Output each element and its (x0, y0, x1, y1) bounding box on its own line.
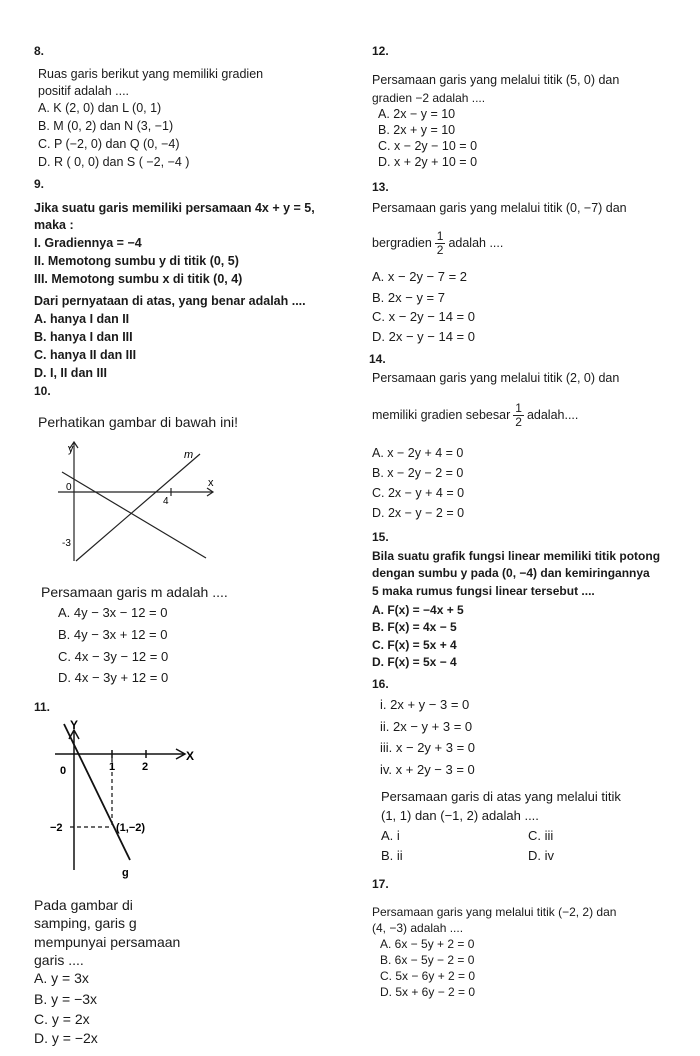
question-11-option-a[interactable]: A. y = 3x (34, 970, 89, 986)
question-13-option-d[interactable]: D. 2x − y − 14 = 0 (372, 329, 475, 344)
question-10-option-a[interactable]: A. 4y − 3x − 12 = 0 (58, 605, 168, 620)
question-15-option-b[interactable]: B. F(x) = 4x − 5 (372, 620, 457, 634)
question-11-option-b[interactable]: B. y = −3x (34, 991, 98, 1007)
question-13-number: 13. (372, 180, 389, 194)
question-10-question: Persamaan garis m adalah .... (41, 584, 228, 600)
question-17-stem-line1: Persamaan garis yang melalui titik (−2, 2) dan (372, 905, 617, 919)
question-13-stem-line2 (372, 230, 503, 257)
x-axis-label: x (208, 477, 214, 489)
question-11-option-c[interactable]: C. y = 2x (34, 1011, 90, 1027)
question-13-stem-pre: bergradien (372, 235, 432, 250)
question-12-stem-line2: gradien −2 adalah .... (372, 91, 486, 105)
question-17-stem-line2: (4, −3) adalah .... (372, 921, 464, 935)
question-14-option-d[interactable]: D. 2x − y − 2 = 0 (372, 506, 465, 520)
question-15-stem-line1: Bila suatu grafik fungsi linear memiliki titik potong (372, 549, 661, 563)
question-13-option-c[interactable]: C. x − 2y − 14 = 0 (372, 309, 475, 324)
question-10-number: 10. (34, 384, 51, 398)
question-11-stem-line3: mempunyai persamaan (34, 934, 181, 950)
question-11-number: 11. (34, 700, 51, 714)
question-9-statement-1: I. Gradiennya = −4 (34, 236, 142, 250)
question-16-option-b[interactable]: B. ii (381, 848, 403, 863)
question-9-option-c[interactable]: C. hanya II dan III (34, 348, 137, 362)
question-14-stem-pre: memiliki gradien sebesar (372, 407, 511, 422)
question-11-option-d[interactable]: D. y = −2x (34, 1030, 98, 1046)
line-upper (62, 472, 206, 558)
question-8-number: 8. (34, 44, 45, 58)
fraction-numerator: 1 (436, 229, 444, 243)
question-9-option-d[interactable]: D. I, II dan III (34, 366, 107, 380)
question-14-number: 14. (369, 352, 386, 366)
question-8-option-c[interactable]: C. P (−2, 0) dan Q (0, −4) (38, 137, 180, 151)
question-10-stem: Perhatikan gambar di bawah ini! (38, 414, 239, 430)
question-9-stem-line1: Jika suatu garis memiliki persamaan 4x + y = 5, (34, 201, 315, 215)
question-16-number: 16. (372, 677, 389, 691)
question-9-option-b[interactable]: B. hanya I dan III (34, 330, 133, 344)
question-10-option-c[interactable]: C. 4x − 3y − 12 = 0 (58, 649, 169, 664)
question-13-stem-post: adalah .... (448, 235, 504, 250)
question-8-stem-line2: positif adalah .... (38, 84, 130, 98)
fraction-denominator: 2 (436, 243, 444, 257)
question-10-graph (48, 436, 228, 576)
question-15-stem-line3: 5 maka rumus fungsi linear tersebut .... (372, 584, 595, 598)
question-17-option-c[interactable]: C. 5x − 6y + 2 = 0 (380, 969, 476, 983)
question-9-number: 9. (34, 177, 45, 191)
question-9-statement-3: III. Memotong sumbu x di titik (0, 4) (34, 272, 243, 286)
question-16-stem-line1: Persamaan garis di atas yang melalui titik (381, 789, 621, 804)
question-8-option-a[interactable]: A. K (2, 0) dan L (0, 1) (38, 101, 162, 115)
y-axis-label: Y (70, 720, 79, 732)
question-16-stem-line2: (1, 1) dan (−1, 2) adalah .... (381, 808, 539, 823)
question-8-option-b[interactable]: B. M (0, 2) dan N (3, −1) (38, 119, 174, 133)
question-14-stem-post: adalah.... (526, 407, 579, 422)
question-10-option-b[interactable]: B. 4y − 3x + 12 = 0 (58, 627, 168, 642)
question-17-number: 17. (372, 877, 389, 891)
question-12-option-d[interactable]: D. x + 2y + 10 = 0 (378, 155, 478, 169)
question-12-number: 12. (372, 44, 389, 58)
fraction-denominator: 2 (515, 415, 522, 429)
question-15-number: 15. (372, 530, 389, 544)
question-17-option-b[interactable]: B. 6x − 5y − 2 = 0 (380, 953, 475, 967)
origin-label: 0 (66, 482, 72, 493)
question-14-stem-line1: Persamaan garis yang melalui titik (2, 0) dan (372, 371, 620, 385)
question-16-option-d[interactable]: D. iv (528, 848, 554, 863)
line-m-label: m (184, 449, 194, 461)
question-8-option-d[interactable]: D. R ( 0, 0) dan S ( −2, −4 ) (38, 155, 190, 169)
x-tick-2-label: 2 (142, 761, 149, 773)
question-15-option-d[interactable]: D. F(x) = 5x − 4 (372, 655, 457, 669)
x-axis-label: X (186, 749, 195, 763)
question-9-statement-2: II. Memotong sumbu y di titik (0, 5) (34, 254, 239, 268)
y-tick-neg3-label: -3 (62, 538, 71, 549)
question-11-stem-line1: Pada gambar di (34, 897, 133, 913)
line-g-label: g (122, 867, 129, 879)
y-axis-label: y (68, 443, 74, 455)
question-16-option-c[interactable]: C. iii (528, 828, 554, 843)
question-12-option-b[interactable]: B. 2x + y = 10 (378, 123, 456, 137)
point-label: (1,−2) (116, 822, 146, 834)
question-14-option-c[interactable]: C. 2x − y + 4 = 0 (372, 486, 465, 500)
x-tick-4-label: 4 (163, 496, 169, 507)
question-16-statement-iii: iii. x − 2y + 3 = 0 (380, 740, 476, 755)
question-9-option-a[interactable]: A. hanya I dan II (34, 312, 130, 326)
question-15-stem-line2: dengan sumbu y pada (0, −4) dan kemiringannya (372, 566, 650, 580)
question-15-option-c[interactable]: C. F(x) = 5x + 4 (372, 638, 457, 652)
question-17-option-a[interactable]: A. 6x − 5y + 2 = 0 (380, 937, 475, 951)
question-15-option-a[interactable]: A. F(x) = −4x + 5 (372, 603, 464, 617)
question-8-stem-line1: Ruas garis berikut yang memiliki gradien (38, 67, 264, 81)
question-10-option-d[interactable]: D. 4x − 3y + 12 = 0 (58, 670, 169, 685)
question-13-option-b[interactable]: B. 2x − y = 7 (372, 290, 445, 305)
x-tick-1-label: 1 (109, 761, 116, 773)
question-14-stem-line2 (372, 402, 578, 429)
origin-label: 0 (60, 765, 67, 777)
question-12-option-c[interactable]: C. x − 2y − 10 = 0 (378, 139, 478, 153)
question-14-option-b[interactable]: B. x − 2y − 2 = 0 (372, 466, 464, 480)
question-12-stem-line1: Persamaan garis yang melalui titik (5, 0) dan (372, 73, 620, 87)
question-13-stem-line1: Persamaan garis yang melalui titik (0, −7) dan (372, 201, 627, 215)
question-14-fraction (513, 402, 524, 429)
question-9-question: Dari pernyataan di atas, yang benar adalah .... (34, 294, 306, 308)
question-16-statement-ii: ii. 2x − y + 3 = 0 (380, 719, 473, 734)
question-14-option-a[interactable]: A. x − 2y + 4 = 0 (372, 446, 464, 460)
question-11-stem-line2: samping, garis g (34, 915, 137, 931)
question-16-statement-i: i. 2x + y − 3 = 0 (380, 697, 470, 712)
question-16-option-a[interactable]: A. i (381, 828, 400, 843)
question-17-option-d[interactable]: D. 5x + 6y − 2 = 0 (380, 985, 476, 999)
question-11-stem-line4: garis .... (34, 952, 84, 968)
question-13-option-a[interactable]: A. x − 2y − 7 = 2 (372, 269, 468, 284)
question-16-statement-iv: iv. x + 2y − 3 = 0 (380, 762, 475, 777)
y-tick-neg2-label: −2 (50, 822, 63, 834)
question-12-option-a[interactable]: A. 2x − y = 10 (378, 107, 456, 121)
fraction-numerator: 1 (515, 401, 522, 415)
line-m (76, 454, 200, 561)
question-11-graph (50, 720, 210, 880)
question-9-stem-line2: maka : (34, 218, 74, 232)
question-13-fraction (435, 230, 446, 257)
